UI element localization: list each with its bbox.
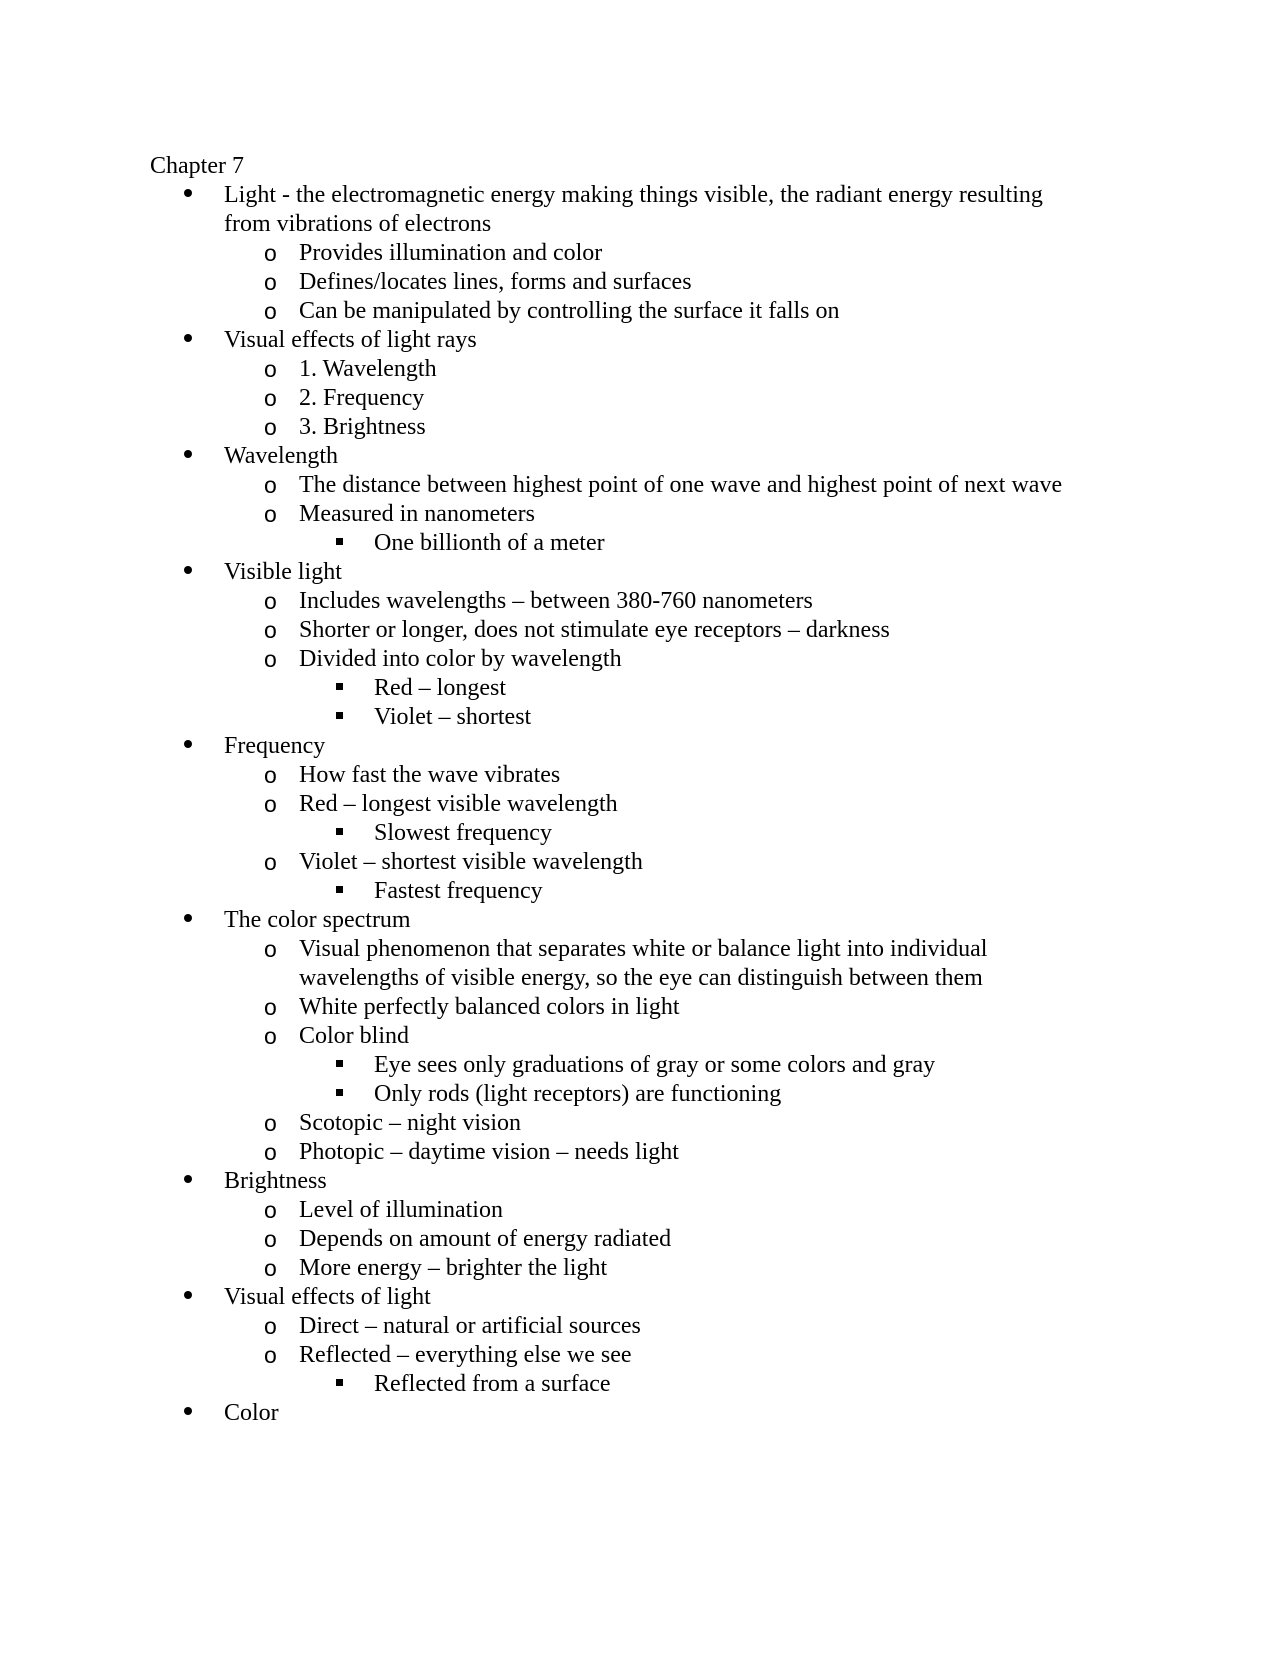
outline-subitem: [0, 413, 1099, 442]
outline-text: The color spectrum: [224, 907, 411, 933]
outline-subitem: [0, 645, 1099, 674]
outline-subitem: [0, 471, 1099, 500]
bullet-circle-icon: o: [264, 791, 277, 817]
outline-text: Red – longest: [374, 675, 506, 701]
outline-subitem: [0, 848, 1099, 877]
bullet-dot-icon: [184, 181, 192, 210]
outline-subitem: [0, 1022, 1099, 1051]
outline-text: Reflected – everything else we see: [299, 1342, 632, 1368]
outline-text: More energy – brighter the light: [299, 1255, 608, 1281]
bullet-square-icon: [336, 529, 343, 558]
bullet-square-icon: [336, 1051, 343, 1080]
outline-subitem: [0, 500, 1099, 529]
outline-subitem: [0, 935, 1099, 993]
outline-subitem: [0, 239, 1099, 268]
outline-subitem: [0, 384, 1099, 413]
outline-subsubitem: [0, 1051, 1094, 1080]
bullet-square-icon: [336, 674, 343, 703]
outline-text: White perfectly balanced colors in light: [299, 994, 680, 1020]
outline-item: [0, 442, 1084, 471]
outline-text: Measured in nanometers: [299, 501, 535, 527]
outline-item: [0, 181, 1084, 239]
outline-text: Eye sees only graduations of gray or some colors and gray: [374, 1052, 936, 1078]
outline-subsubitem: [0, 877, 1094, 906]
bullet-circle-icon: o: [264, 1313, 277, 1339]
outline-text: Violet – shortest visible wavelength: [299, 849, 643, 875]
outline-text: Visible light: [224, 559, 342, 585]
bullet-circle-icon: o: [264, 849, 277, 875]
outline-text: Wavelength: [224, 443, 339, 469]
outline-item: [0, 1167, 1084, 1196]
outline-subitem: [0, 1341, 1099, 1370]
outline-subitem: [0, 616, 1099, 645]
outline-text: Provides illumination and color: [299, 240, 603, 266]
outline-text: Direct – natural or artificial sources: [299, 1313, 641, 1339]
outline-text: Color blind: [299, 1023, 410, 1049]
outline-item: [0, 906, 1084, 935]
outline-text: Photopic – daytime vision – needs light: [299, 1139, 679, 1165]
outline-text: How fast the wave vibrates: [299, 762, 561, 788]
outline-subsubitem: [0, 529, 1094, 558]
outline-text: Light - the electromagnetic energy making things visible, the radiant energy resulting from vibrations of electrons: [224, 182, 1043, 237]
outline-text: Fastest frequency: [374, 878, 543, 904]
outline-subsubitem: [0, 674, 1094, 703]
outline-subitem: [0, 1254, 1099, 1283]
outline-subitem: [0, 761, 1099, 790]
outline-text: Frequency: [224, 733, 326, 759]
outline-text: Visual effects of light rays: [224, 327, 477, 353]
outline-text: Can be manipulated by controlling the surface it falls on: [299, 298, 840, 324]
outline-item: [0, 732, 1084, 761]
outline-item: [0, 1283, 1084, 1312]
bullet-square-icon: [336, 1370, 343, 1399]
bullet-dot-icon: [184, 558, 192, 587]
outline-text: Shorter or longer, does not stimulate eye receptors – darkness: [299, 617, 890, 643]
outline-item: [0, 558, 1084, 587]
bullet-circle-icon: o: [264, 356, 277, 382]
bullet-circle-icon: o: [264, 385, 277, 411]
outline-text: Color: [224, 1400, 279, 1426]
bullet-dot-icon: [184, 732, 192, 761]
outline-text: 2. Frequency: [299, 385, 425, 411]
bullet-circle-icon: o: [264, 1226, 277, 1252]
page-title: Chapter 7: [150, 153, 244, 179]
outline-text: Visual phenomenon that separates white or balance light into individual wavelengths of visible energy, so the eye can distinguish between them: [299, 936, 988, 991]
bullet-circle-icon: o: [264, 762, 277, 788]
outline-text: Visual effects of light: [224, 1284, 431, 1310]
outline-item: [0, 1399, 1084, 1428]
outline-item: [0, 326, 1084, 355]
bullet-circle-icon: o: [264, 501, 277, 527]
bullet-circle-icon: o: [264, 1342, 277, 1368]
bullet-circle-icon: o: [264, 1110, 277, 1136]
bullet-dot-icon: [184, 442, 192, 471]
bullet-square-icon: [336, 703, 343, 732]
bullet-circle-icon: o: [264, 1197, 277, 1223]
outline-text: 3. Brightness: [299, 414, 426, 440]
outline-text: Red – longest visible wavelength: [299, 791, 618, 817]
bullet-circle-icon: o: [264, 588, 277, 614]
bullet-circle-icon: o: [264, 414, 277, 440]
bullet-circle-icon: o: [264, 646, 277, 672]
bullet-circle-icon: o: [264, 936, 277, 962]
outline-subsubitem: [0, 1370, 1094, 1399]
outline-subitem: [0, 1138, 1099, 1167]
bullet-circle-icon: o: [264, 1139, 277, 1165]
outline-subsubitem: [0, 1080, 1094, 1109]
outline-text: Divided into color by wavelength: [299, 646, 622, 672]
outline-text: 1. Wavelength: [299, 356, 437, 382]
bullet-circle-icon: o: [264, 1255, 277, 1281]
outline-text: Reflected from a surface: [374, 1371, 611, 1397]
outline-text: Scotopic – night vision: [299, 1110, 521, 1136]
outline-subitem: [0, 1196, 1099, 1225]
outline-text: Defines/locates lines, forms and surfaces: [299, 269, 692, 295]
outline-text: Brightness: [224, 1168, 327, 1194]
bullet-circle-icon: o: [264, 617, 277, 643]
outline-text: Slowest frequency: [374, 820, 552, 846]
outline-subitem: [0, 355, 1099, 384]
bullet-dot-icon: [184, 326, 192, 355]
outline-subitem: [0, 1109, 1099, 1138]
outline-text: One billionth of a meter: [374, 530, 605, 556]
outline-subitem: [0, 587, 1099, 616]
bullet-circle-icon: o: [264, 472, 277, 498]
bullet-square-icon: [336, 819, 343, 848]
bullet-circle-icon: o: [264, 240, 277, 266]
bullet-circle-icon: o: [264, 298, 277, 324]
outline-subsubitem: [0, 819, 1094, 848]
bullet-dot-icon: [184, 1167, 192, 1196]
outline-subitem: [0, 993, 1099, 1022]
bullet-dot-icon: [184, 1283, 192, 1312]
outline-text: Violet – shortest: [374, 704, 532, 730]
outline-text: The distance between highest point of one wave and highest point of next wave: [299, 472, 1063, 498]
bullet-circle-icon: o: [264, 1023, 277, 1049]
outline-subsubitem: [0, 703, 1094, 732]
outline-subitem: [0, 1225, 1099, 1254]
bullet-dot-icon: [184, 906, 192, 935]
notes-outline: [0, 181, 1280, 1428]
outline-subitem: [0, 1312, 1099, 1341]
outline-subitem: [0, 268, 1099, 297]
outline-text: Only rods (light receptors) are functioning: [374, 1081, 782, 1107]
outline-text: Depends on amount of energy radiated: [299, 1226, 672, 1252]
outline-subitem: [0, 790, 1099, 819]
outline-subitem: [0, 297, 1099, 326]
bullet-circle-icon: o: [264, 994, 277, 1020]
bullet-circle-icon: o: [264, 269, 277, 295]
bullet-square-icon: [336, 1080, 343, 1109]
outline-text: Level of illumination: [299, 1197, 503, 1223]
bullet-square-icon: [336, 877, 343, 906]
outline-text: Includes wavelengths – between 380-760 nanometers: [299, 588, 813, 614]
bullet-dot-icon: [184, 1399, 192, 1428]
